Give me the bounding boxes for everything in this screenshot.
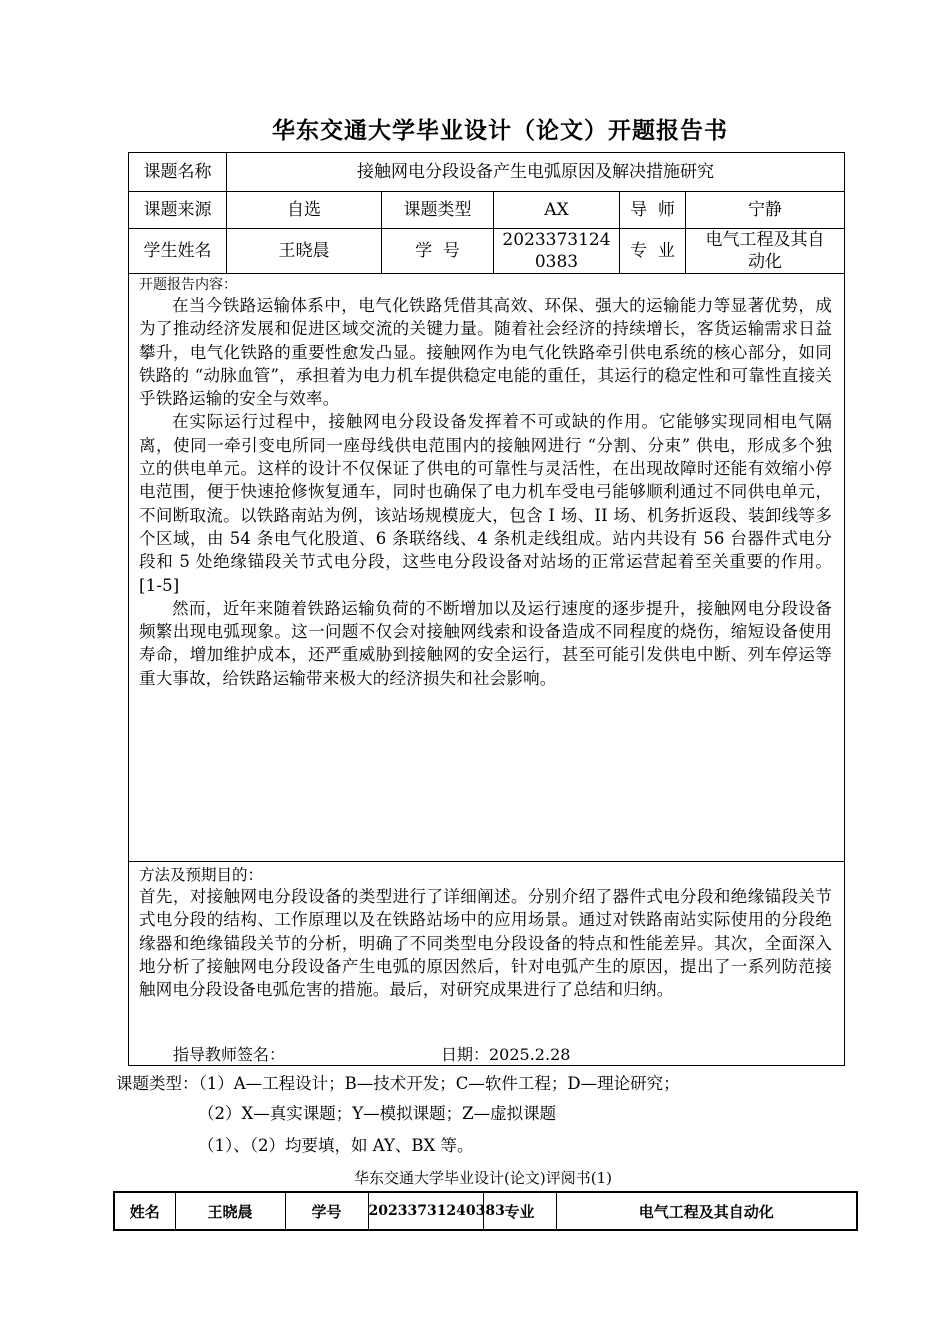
note-line-2: （2）X—真实课题；Y—模拟课题；Z—虚拟课题 [198,1104,557,1123]
report-paragraph: 然而，近年来随着铁路运输负荷的不断增加以及运行速度的逐步提升，接触网电分段设备频繁出现电弧现象。这一问题不仅会对接触网线索和设备造成不同程度的烧伤，缩短设备使用寿命，增加维护成本，还严重威胁到接触网的安全运行，甚至可能引发供电中断、列车停运等重大事故，给铁路运输带来极大的经济损失和社会影响。 [139,598,833,688]
source-value: 自选 [227,192,382,229]
page-title: 华东交通大学毕业设计（论文）开题报告书 [272,117,728,144]
review-major-value: 电气工程及其自动化 [556,1192,857,1230]
review-id-label: 学号 [285,1192,368,1230]
student-id-label: 学 号 [382,229,494,274]
method-cell [129,862,845,1066]
student-id-value: 20233731240383 [494,229,620,274]
major-value: 电气工程及其自动化 [686,229,845,274]
major-label: 专 业 [620,229,686,274]
student-value: 王晓晨 [227,229,382,274]
note-line-1: 课题类型：（1）A—工程设计；B—技术开发；C—软件工程；D—理论研究； [116,1074,680,1093]
review-table [113,1191,858,1231]
review-name-value: 王晓晨 [175,1192,285,1230]
topic-name-value: 接触网电分段设备产生电弧原因及解决措施研究 [227,153,845,192]
method-text: 首先，对接触网电分段设备的类型进行了详细阐述。分别介绍了器件式电分段和绝缘锚段关节式电分段的结构、工作原理以及在铁路站场中的应用场景。通过对铁路南站实际使用的分段绝缘器和绝缘锚段关节的分析，明确了不同类型电分段设备的特点和性能差异。其次，全面深入地分析了接触网电分段设备产生电弧的原因然后，针对电弧产生的原因，提出了一系列防范接触网电分段设备电弧危害的措施。最后，对研究成果进行了总结和归纳。 [139,887,833,1000]
topic-name-label: 课题名称 [129,153,227,192]
report-paragraph: 在当今铁路运输体系中，电气化铁路凭借其高效、环保、强大的运输能力等显著优势，成为了推动经济发展和促进区域交流的关键力量。随着社会经济的持续增长，客货运输需求日益攀升，电气化铁路的重要性愈发凸显。接触网作为电气化铁路牵引供电系统的核心部分，如同铁路的 “动脉血管”，承担着为电力机车提供稳定电能的重任，其运行的稳定性和可靠性直接关乎铁路运输的安全与效率。 [139,296,833,409]
source-label: 课题来源 [129,192,227,229]
review-subtitle: 华东交通大学毕业设计(论文)评阅书(1) [354,1169,612,1187]
student-label: 学生姓名 [129,229,227,274]
review-name-label: 姓名 [114,1192,175,1230]
type-label: 课题类型 [382,192,494,229]
review-id-value: 20233731240383 [368,1192,483,1230]
note-line-3: （1）、（2）均要填，如 AY、BX 等。 [198,1136,474,1155]
method-label: 方法及预期目的： [139,866,264,884]
report-content-cell [129,274,845,862]
advisor-label: 导 师 [620,192,686,229]
signature-date: 日期：2025.2.28 [441,1045,571,1064]
report-content-label: 开题报告内容： [139,277,237,293]
proposal-table [128,152,845,1066]
report-paragraph: 在实际运行过程中，接触网电分段设备发挥着不可或缺的作用。它能够实现同相电气隔离，使同一牵引变电所同一座母线供电范围内的接触网进行 “分割、分束” 供电，形成多个独立的供电单元。这样的设计不仅保证了供电的可靠性与灵活性，在出现故障时还能有效缩小停电范围，便于快速抢修恢复通车，同时也确保了电力机车受电弓能够顺利通过不同供电单元，不间断取流。以铁路南站为例，该站场规模庞大，包含 I 场、II 场、机务折返段、装卸线等多个区域，由 54 条电气化股道、6 条联络线、4 条机走线组成。站内共设有 56 台器件式电分段和 5 处绝缘锚段关节式电分段，这些电分段设备对站场的正常运营起着至关重要的作用。[1-5] [139,412,833,595]
review-major-label: 专业 [483,1192,556,1230]
type-value: AX [494,192,620,229]
advisor-value: 宁静 [686,192,845,229]
advisor-signature-label: 指导教师签名： [173,1045,286,1064]
